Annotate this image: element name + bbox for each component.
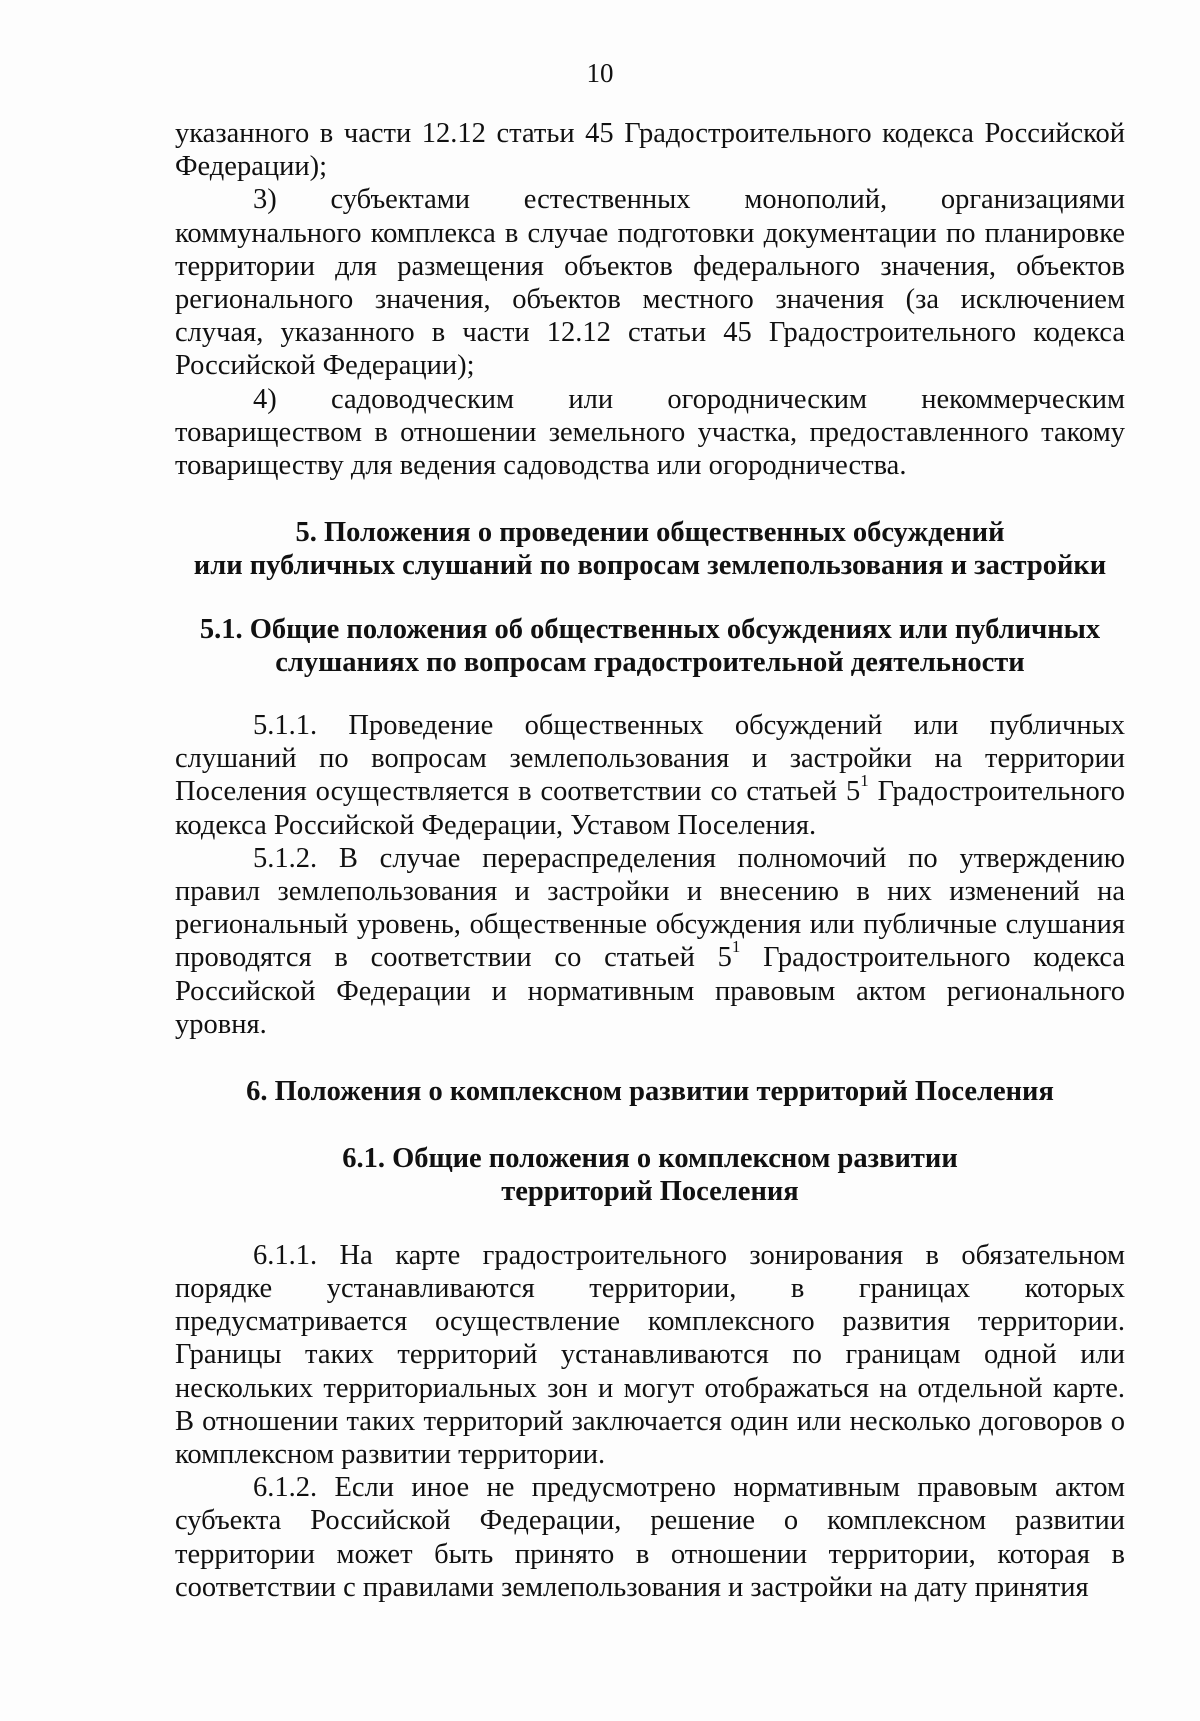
section-5-1-title-line-2: слушаниях по вопросам градостроительной деятельности	[275, 646, 1025, 678]
spacer	[175, 1209, 1125, 1239]
section-5-title-line-2: или публичных слушаний по вопросам землепользования и застройки	[193, 550, 1107, 582]
section-5-1-title-line-1: 5.1. Общие положения об общественных обсуждениях или публичных	[199, 613, 1101, 645]
paragraph-5-1-1-text-end: Градостроительного кодекса Российской Федерации, Уставом Поселения.	[175, 776, 1125, 841]
section-6-1-title-line-2: территорий Поселения	[501, 1176, 799, 1208]
document-body	[175, 117, 1125, 1604]
page-number: 10	[586, 58, 614, 88]
spacer	[175, 482, 1125, 516]
paragraph-item-4: 4) садоводческим или огородническим некоммерческим товариществом в отношении земельного участка, предоставленного такому товариществу для ведения садоводства или огородничества.	[175, 383, 1125, 482]
paragraph-5-1-2	[175, 842, 1125, 1041]
spacer	[175, 679, 1125, 709]
spacer	[175, 1041, 1125, 1075]
paragraph-6-1-1: 6.1.1. На карте градостроительного зонирования в обязательном порядке устанавливаются территории, в границах которых предусматривается осуществление комплексного развития территории. Границы таких территорий устанавливаются по границам одной или нескольких территориальных зон и могут отображаться на отдельной карте. В отношении таких территорий заключается один или несколько договоров о комплексном развитии территории.	[175, 1239, 1125, 1470]
section-6-title: 6. Положения о комплексном развитии территорий Поселения	[246, 1076, 1054, 1108]
section-5-title-line-1: 5. Положения о проведении общественных обсуждений	[295, 517, 1005, 549]
paragraph-5-1-1-text: 5.1.1. Проведение общественных обсуждений или публичных слушаний по вопросам землепользования и застройки на территории Поселения осуществляется в соответствии со статьей 5	[175, 710, 1125, 808]
paragraph-5-1-2-text: 5.1.2. В случае перераспределения полномочий по утверждению правил землепользования и застройки и внесению в них изменений на региональный уровень, общественные обсуждения или публичные слушания проводятся в соответствии со статьей 5	[175, 842, 1125, 974]
paragraph-5-1-2-text-end: Градостроительного кодекса Российской Федерации и нормативным правовым актом регионального уровня.	[175, 942, 1125, 1040]
paragraph-continuation: указанного в части 12.12 статьи 45 Градостроительного кодекса Российской Федерации);	[175, 118, 1125, 183]
spacer	[175, 583, 1125, 613]
paragraph-item-3: 3) субъектами естественных монополий, организациями коммунального комплекса в случае подготовки документации по планировке территории для размещения объектов федерального значения, объектов регионального значения, объектов местного значения (за исключением случая, указанного в части 12.12 статьи 45 Градостроительного кодекса Российской Федерации);	[175, 184, 1125, 382]
superscript: 1	[731, 936, 741, 956]
paragraph-5-1-1	[175, 709, 1125, 842]
superscript: 1	[860, 770, 869, 790]
paragraph-6-1-2: 6.1.2. Если иное не предусмотрено нормативным правовым актом субъекта Российской Федерации, решение о комплексном развитии территории может быть принято в отношении территории, которая в соответствии с правилами землепользования и застройки на дату принятия	[175, 1472, 1125, 1603]
spacer	[175, 1108, 1125, 1142]
section-6-1-title-line-1: 6.1. Общие положения о комплексном развитии	[342, 1143, 958, 1175]
